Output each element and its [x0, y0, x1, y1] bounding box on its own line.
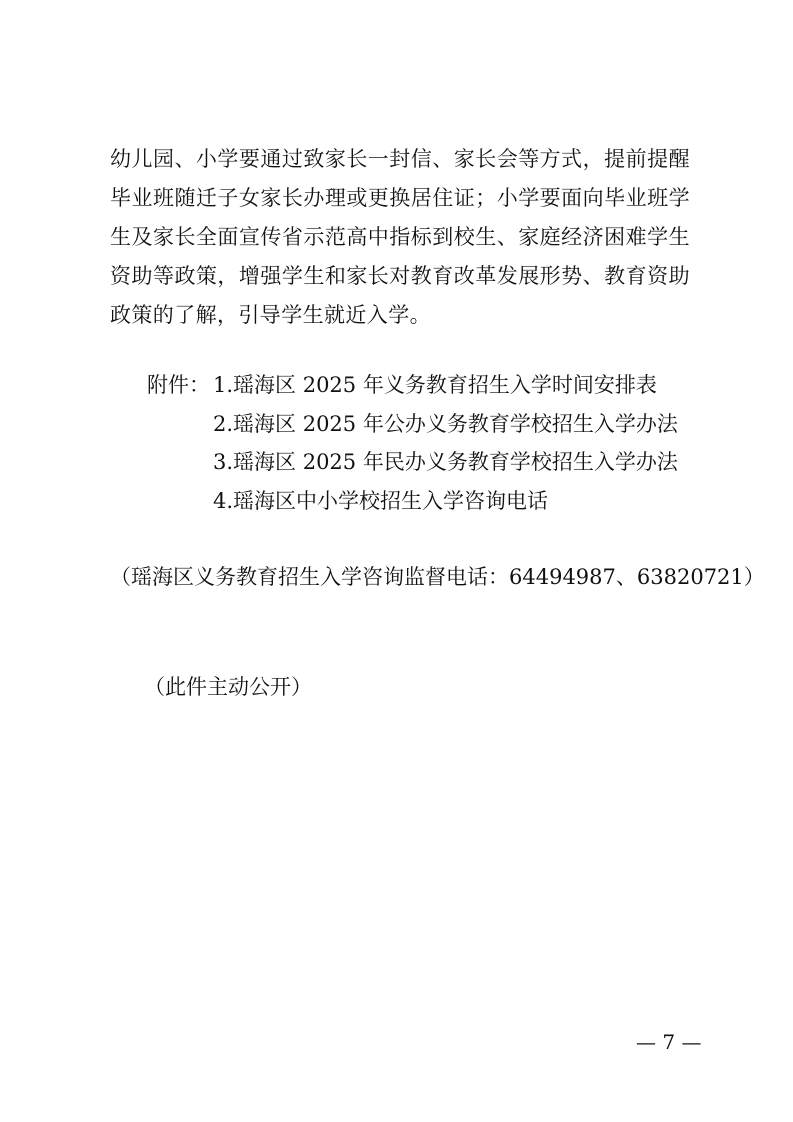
attachment-item: 4.瑶海区中小学校招生入学咨询电话: [213, 488, 549, 513]
attachment-row: [147, 482, 707, 521]
attachment-row: [147, 366, 707, 405]
attachments-list: [147, 366, 707, 520]
attachments-label: 附件：: [147, 373, 210, 397]
body-paragraph: 幼儿园、小学要通过致家长一封信、家长会等方式，提前提醒毕业班随迁子女家长办理或更换居住证；小学要面向毕业班学生及家长全面宣传省示范高中指标到校生、家庭经济困难学生资助等政策，增强学生和家长对教育改革发展形势、教育资助政策的了解，引导学生就近入学。: [110, 147, 690, 327]
page-number: — 7 —: [636, 1030, 702, 1054]
attachment-row: [147, 405, 707, 444]
attachment-row: [147, 443, 707, 482]
attachment-item: 2.瑶海区 2025 年公办义务教育学校招生入学办法: [213, 411, 678, 436]
attachment-item: 1.瑶海区 2025 年义务教育招生入学时间安排表: [213, 373, 657, 397]
disclosure-note: （此件主动公开）: [144, 675, 312, 699]
supervision-hotline: （瑶海区义务教育招生入学咨询监督电话：64494987、63820721）: [110, 565, 765, 589]
attachment-item: 3.瑶海区 2025 年民办义务教育学校招生入学办法: [213, 450, 678, 474]
